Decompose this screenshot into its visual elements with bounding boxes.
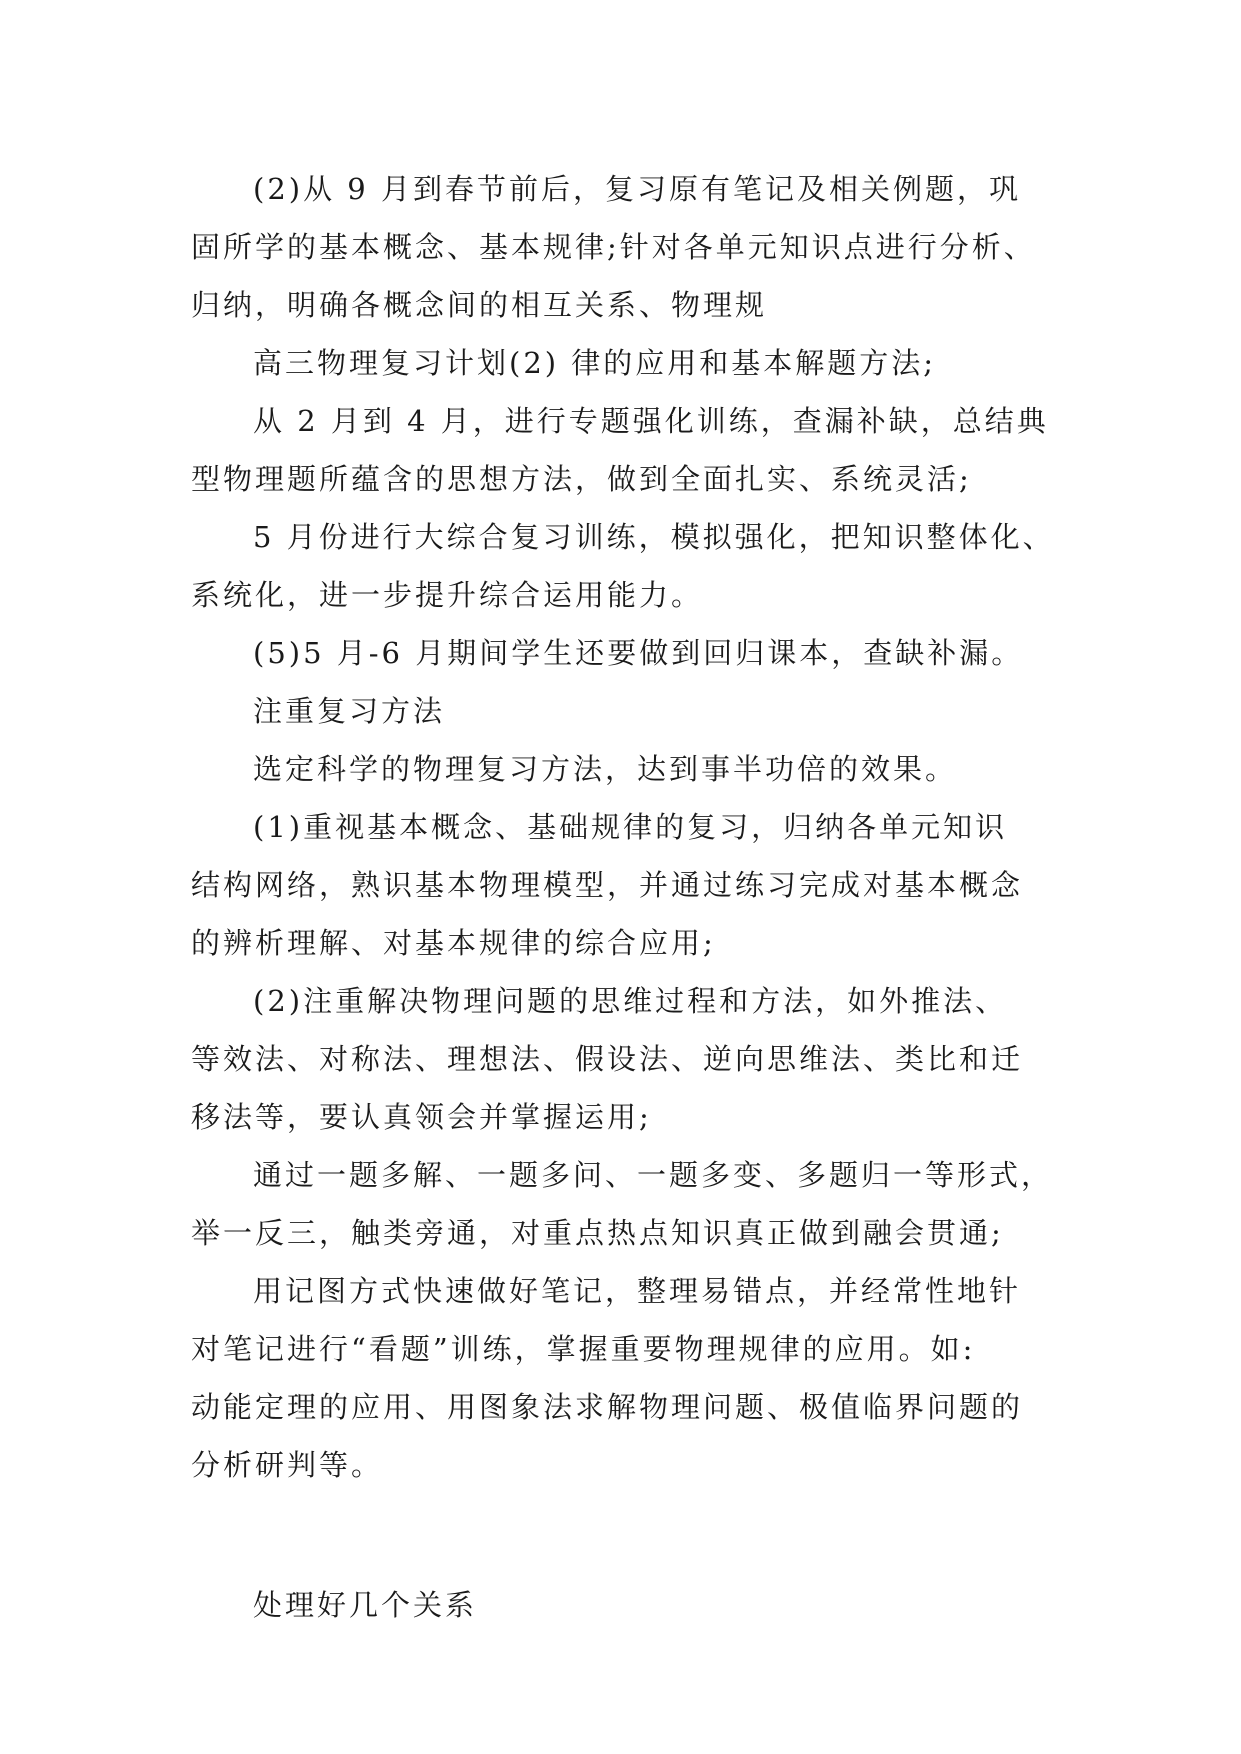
paragraph-line: 5 月份进行大综合复习训练，模拟强化，把知识整体化、: [253, 520, 1055, 554]
paragraph-line: 高三物理复习计划(2) 律的应用和基本解题方法;: [253, 346, 937, 380]
paragraph-line: (2)注重解决物理问题的思维过程和方法，如外推法、: [253, 984, 1008, 1018]
paragraph-line: 结构网络，熟识基本物理模型，并通过练习完成对基本概念: [191, 868, 1024, 902]
document-body: [191, 160, 1061, 1634]
paragraph-line: (2)从 9 月到春节前后，复习原有笔记及相关例题，巩: [253, 172, 1021, 206]
paragraph-line: (5)5 月-6 月期间学生还要做到回归课本，查缺补漏。: [253, 636, 1024, 670]
paragraph-line: 移法等，要认真领会并掌握运用;: [191, 1100, 652, 1134]
paragraph-line: 分析研判等。: [191, 1448, 384, 1482]
paragraph-line: 固所学的基本概念、基本规律;针对各单元知识点进行分析、: [191, 230, 1036, 264]
paragraph-line: 举一反三，触类旁通，对重点热点知识真正做到融会贯通;: [191, 1216, 1004, 1250]
paragraph-line: 选定科学的物理复习方法，达到事半功倍的效果。: [253, 752, 958, 786]
spacer: [191, 1494, 1061, 1576]
paragraph-line: 用记图方式快速做好笔记，整理易错点，并经常性地针: [253, 1274, 1022, 1308]
paragraph-line: 系统化，进一步提升综合运用能力。: [191, 578, 704, 612]
paragraph-line: 的辨析理解、对基本规律的综合应用;: [191, 926, 716, 960]
paragraph-line: 等效法、对称法、理想法、假设法、逆向思维法、类比和迁: [191, 1042, 1024, 1076]
paragraph-line: 从 2 月到 4 月，进行专题强化训练，查漏补缺，总结典: [253, 404, 1049, 438]
paragraph-line: (1)重视基本概念、基础规律的复习，归纳各单元知识: [253, 810, 1008, 844]
paragraph-line: 对笔记进行“看题”训练，掌握重要物理规律的应用。如:: [191, 1332, 976, 1366]
section-heading: 处理好几个关系: [253, 1588, 478, 1622]
section-heading: 注重复习方法: [253, 694, 446, 728]
paragraph-line: 型物理题所蕴含的思想方法，做到全面扎实、系统灵活;: [191, 462, 972, 496]
paragraph-line: 通过一题多解、一题多问、一题多变、多题归一等形式，: [253, 1158, 1054, 1192]
paragraph-line: 归纳，明确各概念间的相互关系、物理规: [191, 288, 768, 322]
paragraph-line: 动能定理的应用、用图象法求解物理问题、极值临界问题的: [191, 1390, 1024, 1424]
